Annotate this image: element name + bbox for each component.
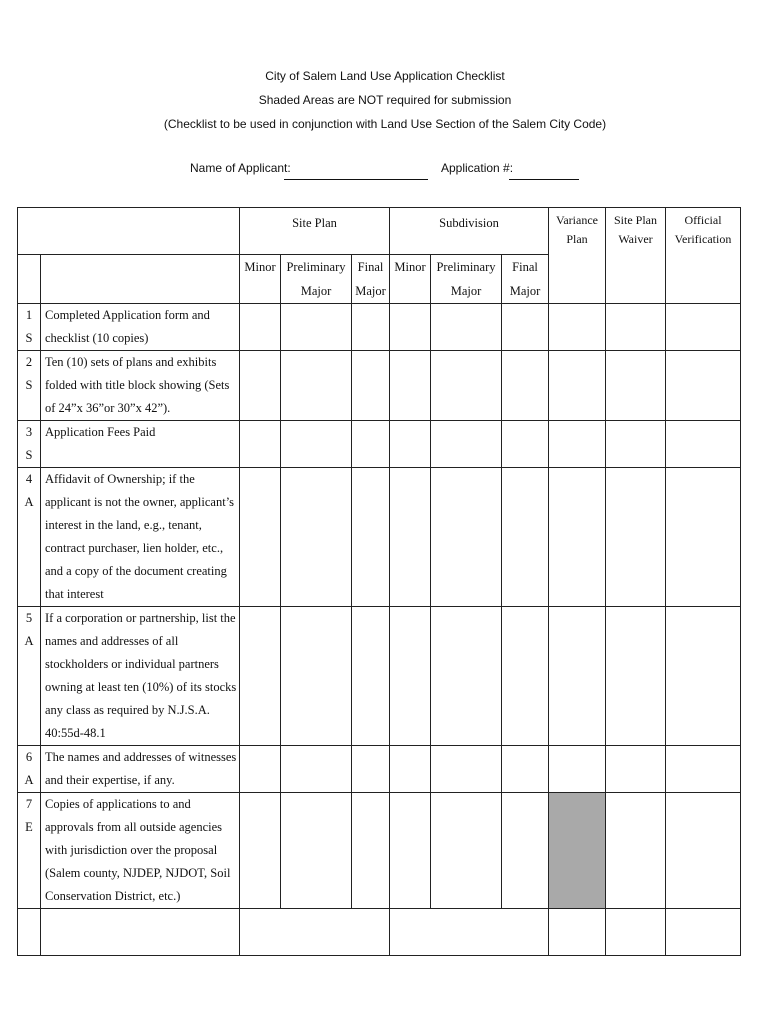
official-verification-header: Official Verification: [666, 208, 741, 304]
header-blank-cell: [18, 208, 240, 255]
check-cell[interactable]: [606, 304, 666, 351]
row-number: 4 A: [18, 468, 41, 607]
row-number: 5 A: [18, 607, 41, 746]
table-row: [18, 351, 741, 421]
check-cell[interactable]: [240, 304, 281, 351]
check-cell[interactable]: [352, 607, 390, 746]
row-description: Completed Application form and checklist (10 copies): [41, 304, 240, 351]
empty-cell[interactable]: [606, 909, 666, 956]
check-cell[interactable]: [352, 793, 390, 909]
check-cell[interactable]: [281, 304, 352, 351]
check-cell[interactable]: [352, 746, 390, 793]
row-description: Ten (10) sets of plans and exhibits folded with title block showing (Sets of 24”x 36”or 30”x 42”).: [41, 351, 240, 421]
application-number-label: Application #:: [441, 161, 514, 175]
check-cell[interactable]: [390, 421, 431, 468]
table-row: [18, 304, 741, 351]
row-number: 6 A: [18, 746, 41, 793]
site-plan-waiver-header: Site Plan Waiver: [606, 208, 666, 304]
row-description: Application Fees Paid: [41, 421, 240, 468]
applicant-name-field[interactable]: [284, 179, 428, 180]
check-cell[interactable]: [281, 421, 352, 468]
application-number-field[interactable]: [509, 179, 579, 180]
shaded-cell: [549, 793, 606, 909]
check-cell[interactable]: [281, 468, 352, 607]
document-note: (Checklist to be used in conjunction with Land Use Section of the Salem City Code): [163, 117, 607, 131]
row-number: 2 S: [18, 351, 41, 421]
check-cell[interactable]: [549, 421, 606, 468]
table-row: [18, 421, 741, 468]
table-row-empty: [18, 909, 741, 956]
site-plan-header: Site Plan: [240, 208, 390, 255]
row-number: 1 S: [18, 304, 41, 351]
document-subtitle: Shaded Areas are NOT required for submission: [258, 93, 512, 107]
row-description: Copies of applications to and approvals from all outside agencies with jurisdiction over the proposal (Salem county, NJDEP, NJDOT, Soil Conservation District, etc.): [41, 793, 240, 909]
checklist-table: [17, 207, 741, 956]
check-cell[interactable]: [281, 746, 352, 793]
check-cell[interactable]: [666, 746, 741, 793]
check-cell[interactable]: [431, 468, 502, 607]
check-cell[interactable]: [390, 746, 431, 793]
check-cell[interactable]: [502, 746, 549, 793]
empty-cell[interactable]: [666, 909, 741, 956]
check-cell[interactable]: [666, 468, 741, 607]
check-cell[interactable]: [606, 607, 666, 746]
check-cell[interactable]: [606, 468, 666, 607]
check-cell[interactable]: [390, 793, 431, 909]
row-description: Affidavit of Ownership; if the applicant is not the owner, applicant’s interest in the land, e.g., tenant, contract purchaser, lien holder, etc., and a copy of the document creating that interest: [41, 468, 240, 607]
check-cell[interactable]: [390, 607, 431, 746]
check-cell[interactable]: [390, 468, 431, 607]
subdivision-header: Subdivision: [390, 208, 549, 255]
check-cell[interactable]: [606, 421, 666, 468]
sp-minor-header: Minor: [240, 255, 281, 304]
check-cell[interactable]: [502, 351, 549, 421]
sd-minor-header: Minor: [390, 255, 431, 304]
empty-cell[interactable]: [390, 909, 549, 956]
check-cell[interactable]: [352, 468, 390, 607]
check-cell[interactable]: [549, 746, 606, 793]
row-number: 7 E: [18, 793, 41, 909]
empty-cell[interactable]: [549, 909, 606, 956]
check-cell[interactable]: [549, 468, 606, 607]
check-cell[interactable]: [502, 607, 549, 746]
document-title: City of Salem Land Use Application Checklist: [265, 69, 505, 83]
check-cell[interactable]: [606, 351, 666, 421]
applicant-name-label: Name of Applicant:: [190, 161, 291, 175]
check-cell[interactable]: [666, 351, 741, 421]
check-cell[interactable]: [502, 793, 549, 909]
check-cell[interactable]: [666, 793, 741, 909]
check-cell[interactable]: [666, 421, 741, 468]
check-cell[interactable]: [549, 304, 606, 351]
document-header: [0, 64, 770, 136]
check-cell[interactable]: [390, 351, 431, 421]
empty-cell[interactable]: [240, 909, 390, 956]
check-cell[interactable]: [549, 351, 606, 421]
check-cell[interactable]: [606, 746, 666, 793]
check-cell[interactable]: [606, 793, 666, 909]
check-cell[interactable]: [431, 304, 502, 351]
check-cell[interactable]: [352, 421, 390, 468]
table-row: [18, 468, 741, 607]
row-number: 3 S: [18, 421, 41, 468]
check-cell[interactable]: [502, 421, 549, 468]
check-cell[interactable]: [240, 421, 281, 468]
check-cell[interactable]: [431, 351, 502, 421]
row-description: The names and addresses of witnesses and their expertise, if any.: [41, 746, 240, 793]
group-header-row: [18, 208, 741, 255]
check-cell[interactable]: [666, 607, 741, 746]
empty-cell: [18, 909, 41, 956]
check-cell[interactable]: [240, 793, 281, 909]
check-cell[interactable]: [240, 468, 281, 607]
sub-header-blank-num: [18, 255, 41, 304]
table-row: [18, 746, 741, 793]
check-cell[interactable]: [502, 304, 549, 351]
check-cell[interactable]: [352, 351, 390, 421]
check-cell[interactable]: [502, 468, 549, 607]
check-cell[interactable]: [281, 607, 352, 746]
variance-plan-header: Variance Plan: [549, 208, 606, 304]
row-description: If a corporation or partnership, list the names and addresses of all stockholders or individual partners owning at least ten (10%) of its stocks any class as required by N.J.S.A. 40:55d-48.1: [41, 607, 240, 746]
empty-cell[interactable]: [41, 909, 240, 956]
sd-final-header: Final Major: [502, 255, 549, 304]
check-cell[interactable]: [281, 793, 352, 909]
check-cell[interactable]: [390, 304, 431, 351]
table-row: [18, 607, 741, 746]
table-row: [18, 793, 741, 909]
check-cell[interactable]: [240, 607, 281, 746]
check-cell[interactable]: [666, 304, 741, 351]
sd-preliminary-header: Preliminary Major: [431, 255, 502, 304]
check-cell[interactable]: [549, 607, 606, 746]
check-cell[interactable]: [431, 793, 502, 909]
check-cell[interactable]: [240, 746, 281, 793]
check-cell[interactable]: [431, 746, 502, 793]
sub-header-blank-desc: [41, 255, 240, 304]
check-cell[interactable]: [352, 304, 390, 351]
sp-final-header: Final Major: [352, 255, 390, 304]
check-cell[interactable]: [240, 351, 281, 421]
check-cell[interactable]: [431, 607, 502, 746]
check-cell[interactable]: [281, 351, 352, 421]
sp-preliminary-header: Preliminary Major: [281, 255, 352, 304]
check-cell[interactable]: [431, 421, 502, 468]
